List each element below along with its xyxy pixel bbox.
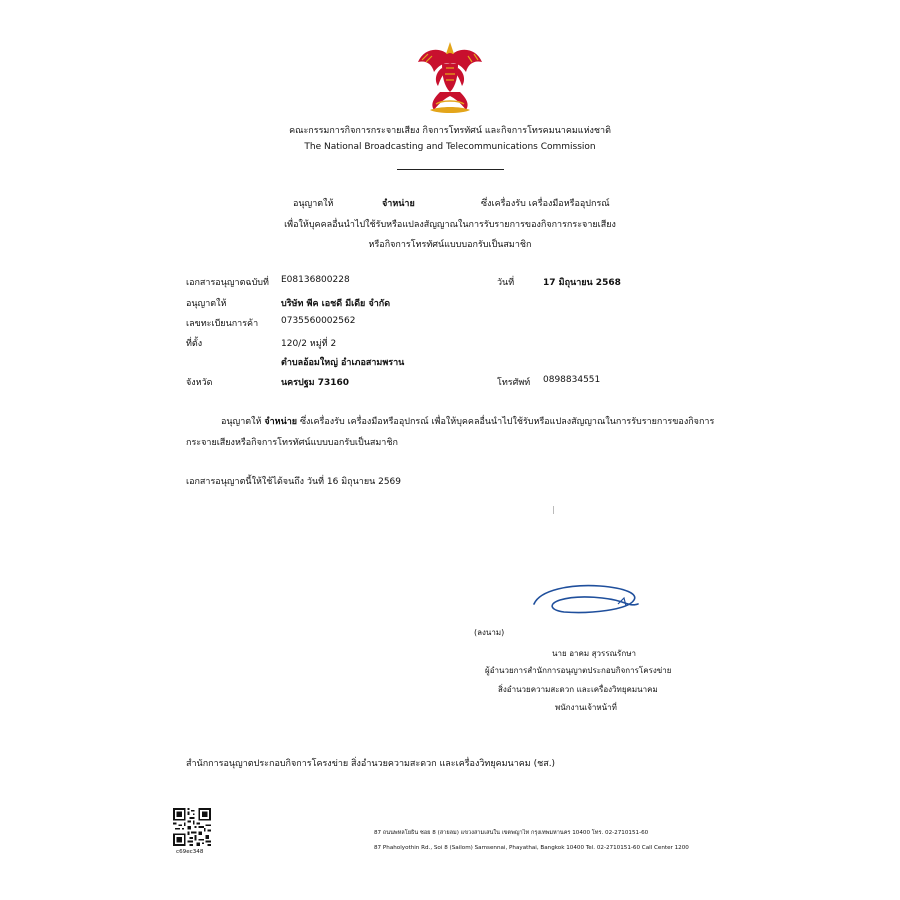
agency-name-english: The National Broadcasting and Telecommunications Commission (304, 142, 596, 152)
body-prefix: อนุญาตให้ (221, 417, 262, 427)
footer-address-english: 87 Phaholyothin Rd., Soi 8 (Sailom) Samsennai, Phayathai, Bangkok 10400 Tel. 02-2710151-60 Call Center 1200 (374, 845, 689, 851)
header-divider (397, 169, 504, 170)
date-value: 17 มิถุนายน 2568 (543, 278, 621, 288)
body-action: จำหน่าย (264, 417, 298, 427)
province-label: จังหวัด (186, 378, 213, 388)
grantee-value: บริษัท พีค เอชดี มีเดีย จำกัด (281, 299, 391, 309)
scan-mark (553, 506, 556, 514)
doc-no-value: E08136800228 (281, 275, 350, 285)
sign-label: (ลงนาม) (474, 628, 505, 637)
signer-title-1: ผู้อำนวยการสำนักการอนุญาตประกอบกิจการโครงข่าย (485, 666, 672, 675)
grantee-label: อนุญาตให้ (186, 299, 227, 309)
doc-no-label: เอกสารอนุญาตฉบับที่ (186, 278, 269, 288)
garuda-emblem-icon (416, 40, 484, 116)
qr-code-icon (173, 808, 211, 846)
handwritten-signature (530, 582, 642, 618)
purpose-line-2: เพื่อให้บุคคลอื่นนำไปใช้รับหรือแปลงสัญญาณในการรับรายการของกิจการกระจายเสียง (284, 220, 616, 230)
province-value: นครปฐม 73160 (281, 378, 350, 388)
purpose-label: อนุญาตให้ (293, 199, 334, 209)
address-line-1: 120/2 หมู่ที่ 2 (281, 339, 337, 349)
reg-no-value: 0735560002562 (281, 316, 356, 326)
purpose-object: ซึ่งเครื่องรับ เครื่องมือหรืออุปกรณ์ (481, 199, 610, 209)
address-line-2: ตำบลอ้อมใหญ่ อำเภอสามพราน (281, 358, 405, 368)
reg-no-label: เลขทะเบียนการค้า (186, 319, 259, 329)
signer-title-2: สิ่งอำนวยความสะดวก และเครื่องวิทยุคมนาคม (498, 685, 658, 694)
signer-title-3: พนักงานเจ้าหน้าที่ (555, 703, 617, 712)
date-label: วันที่ (497, 278, 515, 288)
qr-code-id: c69ec348 (176, 849, 204, 855)
purpose-action: จำหน่าย (382, 199, 415, 209)
validity-statement: เอกสารอนุญาตนี้ให้ใช้ได้จนถึง วันที่ 16 มิถุนายน 2569 (186, 477, 402, 487)
phone-label: โทรศัพท์ (497, 378, 531, 388)
phone-value: 0898834551 (543, 375, 601, 385)
issuing-office: สำนักการอนุญาตประกอบกิจการโครงข่าย สิ่งอำนวยความสะดวก และเครื่องวิทยุคมนาคม (ชส.) (186, 759, 556, 769)
body-paragraph-line-2: กระจายเสียงหรือกิจการโทรทัศน์แบบบอกรับเป็นสมาชิก (186, 438, 398, 448)
address-label: ที่ตั้ง (186, 339, 203, 349)
body-paragraph-line-1 (221, 414, 714, 428)
signer-name: นาย อาคม สุวรรณรักษา (552, 649, 636, 658)
body-rest: ซึ่งเครื่องรับ เครื่องมือหรืออุปกรณ์ เพื่อให้บุคคลอื่นนำไปใช้รับหรือแปลงสัญญาณในการรับรายการของกิจการ (299, 417, 715, 427)
purpose-line-3: หรือกิจการโทรทัศน์แบบบอกรับเป็นสมาชิก (368, 240, 532, 250)
agency-name-thai: คณะกรรมการกิจการกระจายเสียง กิจการโทรทัศน์ และกิจการโทรคมนาคมแห่งชาติ (289, 126, 611, 136)
footer-address-thai: 87 ถนนพหลโยธิน ซอย 8 (สายลม) แขวงสามเสนใน เขตพญาไท กรุงเทพมหานคร 10400 โทร. 02-2710151-60 (374, 830, 649, 836)
